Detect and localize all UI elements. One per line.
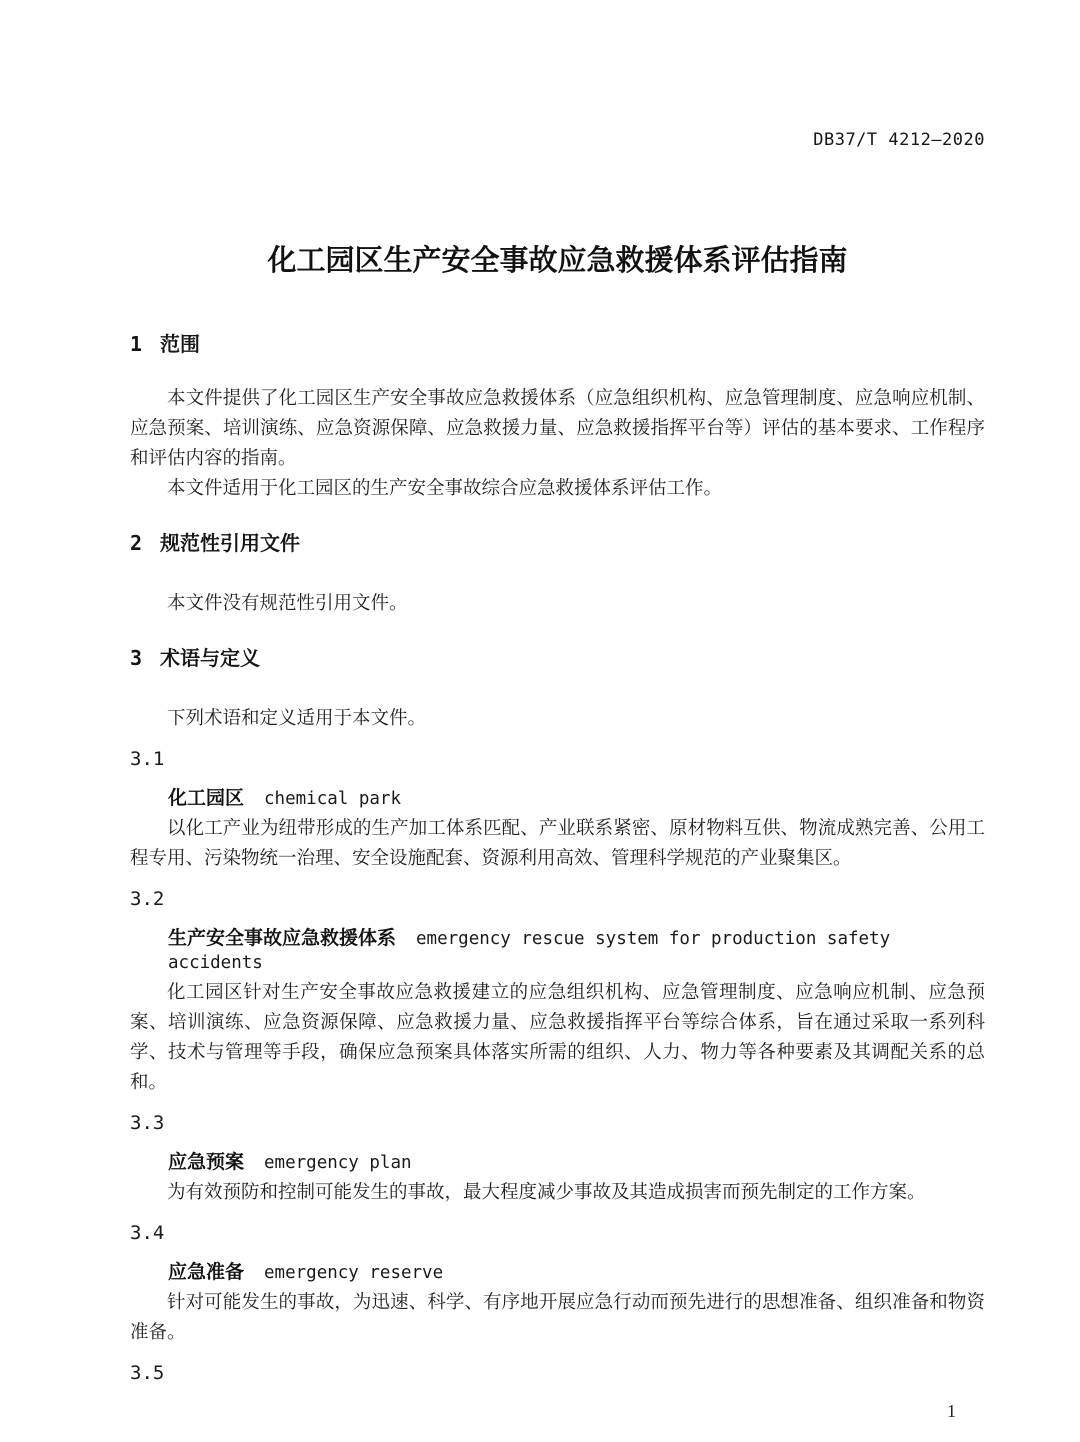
term-3-2-id: 3.2 xyxy=(130,888,165,910)
section-1-number: 1 xyxy=(130,332,143,356)
term-3-2-name-en: emergency rescue system for production safety accidents xyxy=(168,929,891,973)
standard-number: DB37/T 4212—2020 xyxy=(813,130,985,150)
section-3-title: 术语与定义 xyxy=(160,648,261,670)
section-2-number: 2 xyxy=(130,531,143,555)
section-3-heading xyxy=(130,646,985,671)
term-3-4-definition: 针对可能发生的事故，为迅速、科学、有序地开展应急行动而预先进行的思想准备、组织准备和物资准备。 xyxy=(130,1293,985,1343)
term-3-3-name-zh: 应急预案 xyxy=(168,1152,245,1173)
term-item xyxy=(130,1222,985,1348)
term-3-5-id: 3.5 xyxy=(130,1362,165,1384)
term-3-3-name-en: emergency plan xyxy=(264,1153,412,1173)
section-1-title: 范围 xyxy=(160,334,201,356)
section-1-heading xyxy=(130,332,985,357)
term-3-1-name xyxy=(130,787,985,811)
term-item xyxy=(130,748,985,874)
section-1-paragraph-1: 本文件提供了化工园区生产安全事故应急救援体系（应急组织机构、应急管理制度、应急响应机制、应急预案、培训演练、应急资源保障、应急救援力量、应急救援指挥平台等）评估的基本要求、工作程序和评估内容的指南。 xyxy=(130,389,985,469)
section-2-title: 规范性引用文件 xyxy=(160,533,301,555)
term-3-3-id: 3.3 xyxy=(130,1112,165,1134)
term-3-4-name xyxy=(130,1261,985,1285)
page-number: 1 xyxy=(947,1401,956,1421)
section-3-intro: 下列术语和定义适用于本文件。 xyxy=(167,709,427,729)
section-2-paragraph-1: 本文件没有规范性引用文件。 xyxy=(167,594,408,614)
term-3-1-name-en: chemical park xyxy=(264,789,401,809)
term-3-1-definition: 以化工产业为纽带形成的生产加工体系匹配、产业联系紧密、原材物料互供、物流成熟完善、公用工程专用、污染物统一治理、安全设施配套、资源利用高效、管理科学规范的产业聚集区。 xyxy=(130,819,985,869)
term-item xyxy=(130,1362,985,1384)
term-3-4-name-en: emergency reserve xyxy=(264,1263,444,1283)
term-3-3-name xyxy=(130,1151,985,1175)
term-3-3-definition: 为有效预防和控制可能发生的事故，最大程度减少事故及其造成损害而预先制定的工作方案。 xyxy=(167,1183,926,1203)
term-3-2-definition: 化工园区针对生产安全事故应急救援建立的应急组织机构、应急管理制度、应急响应机制、应急预案、培训演练、应急资源保障、应急救援力量、应急救援指挥平台等综合体系，旨在通过采取一系列科学、技术与管理等手段，确保应急预案具体落实所需的组织、人力、物力等各种要素及其调配关系的总和。 xyxy=(130,983,985,1093)
term-3-2-name-zh: 生产安全事故应急救援体系 xyxy=(168,928,397,949)
term-3-4-name-zh: 应急准备 xyxy=(168,1262,245,1283)
term-item xyxy=(130,1112,985,1208)
term-3-1-name-zh: 化工园区 xyxy=(168,788,245,809)
term-3-4-id: 3.4 xyxy=(130,1222,165,1244)
document-title: 化工园区生产安全事故应急救援体系评估指南 xyxy=(267,245,848,277)
term-3-1-id: 3.1 xyxy=(130,748,165,770)
section-1-paragraph-2: 本文件适用于化工园区的生产安全事故综合应急救援体系评估工作。 xyxy=(167,479,723,499)
term-3-2-name xyxy=(130,927,985,975)
term-item xyxy=(130,888,985,1098)
section-2-heading xyxy=(130,531,985,556)
section-3-number: 3 xyxy=(130,646,143,670)
